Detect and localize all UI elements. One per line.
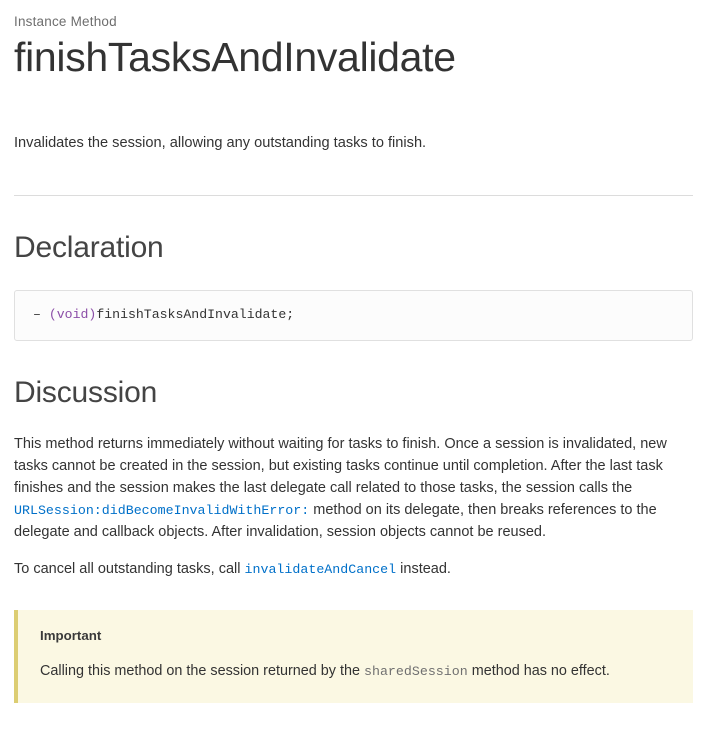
important-callout — [14, 610, 693, 703]
declaration-heading: Declaration — [14, 230, 164, 264]
declaration-close-paren: ) — [88, 306, 97, 322]
page-title: finishTasksAndInvalidate — [14, 34, 456, 80]
callout-text — [40, 661, 673, 683]
callout-inline-code: sharedSession — [363, 664, 468, 680]
link-urlsession-didbecomeinvalidwitherror[interactable]: URLSession:didBecomeInvalidWithError: — [14, 502, 310, 518]
discussion-body — [14, 433, 695, 581]
discussion-paragraph-1 — [14, 433, 690, 543]
abstract-text: Invalidates the session, allowing any outstanding tasks to finish. — [14, 134, 427, 151]
declaration-open-paren: ( — [48, 306, 57, 322]
declaration-dash: – — [33, 306, 49, 322]
discussion-paragraph-2 — [14, 558, 690, 580]
declaration-signature: finishTasksAndInvalidate; — [96, 306, 295, 322]
link-invalidateandcancel[interactable]: invalidateAndCancel — [244, 561, 397, 577]
discussion-p2-text-before: To cancel all outstanding tasks, call — [14, 560, 245, 577]
declaration-return-type: void — [56, 306, 89, 322]
callout-title: Important — [40, 628, 102, 644]
section-divider — [14, 195, 693, 196]
callout-text-after: method has no effect. — [467, 663, 610, 680]
discussion-p1-text-before: This method returns immediately without waiting for tasks to finish. Once a session is invalidated, new tasks cannot be created in the session, but existing tasks continue until completion. After the last task finishes and the session makes the last delegate call related to those tasks, the session calls the — [14, 435, 667, 496]
declaration-code-line — [33, 306, 674, 324]
declaration-code-block — [14, 290, 693, 341]
discussion-heading: Discussion — [14, 375, 158, 409]
discussion-p2-text-after: instead. — [396, 560, 451, 577]
callout-text-before: Calling this method on the session returned by the — [40, 663, 364, 680]
discussion-p1-text-after: method on its delegate, then breaks references to the delegate and callback objects. After invalidation, session objects cannot be reused. — [14, 501, 657, 540]
symbol-kind-label: Instance Method — [14, 14, 117, 29]
